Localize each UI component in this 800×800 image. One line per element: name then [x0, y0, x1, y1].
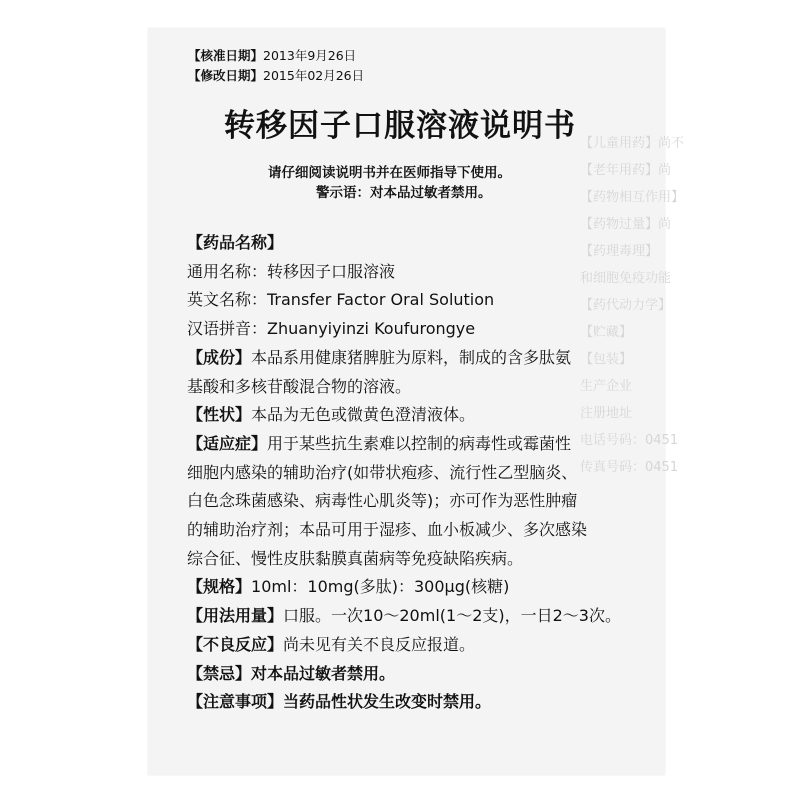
contraindication-header: 【禁忌】 [187, 663, 252, 683]
english-name: 英文名称：Transfer Factor Oral Solution [187, 290, 495, 310]
revision-date-row [188, 66, 364, 86]
character-header: 【性状】 [187, 405, 252, 425]
bleed-line: 【儿童用药】尚不 [580, 136, 685, 151]
bleed-line: 【贮藏】 [580, 325, 633, 340]
indications-text-cont: 白色念珠菌感染、病毒性心肌炎等)；亦可作为恶性肿瘤 [187, 491, 578, 511]
spec-text: 10ml：10mg(多肽)：300μg(核糖) [251, 577, 510, 597]
document-title: 转移因子口服溶液说明书 [224, 108, 576, 144]
bleed-line: 【药物相互作用】 [580, 190, 685, 205]
character-text: 本品为无色或微黄色澄清液体。 [251, 405, 476, 425]
character-section [187, 401, 632, 430]
adverse-header: 【不良反应】 [187, 634, 284, 654]
dates-block [188, 46, 364, 86]
indications-text-cont: 的辅助治疗剂；本品可用于湿疹、血小板减少、多次感染 [187, 520, 588, 540]
bleed-line: 电话号码：0451 [580, 433, 679, 448]
indications-text-cont: 综合征、慢性皮肤黏膜真菌病等免疫缺陷疾病。 [187, 548, 524, 568]
composition-header: 【成份】 [187, 347, 252, 367]
drug-name-header: 【药品名称】 [187, 233, 284, 252]
revision-date-value: 2015年02月26日 [263, 68, 365, 83]
usage-section [187, 602, 632, 631]
composition-text-cont: 基酸和多核苷酸混合物的溶液。 [187, 376, 412, 396]
generic-name: 通用名称：转移因子口服溶液 [187, 261, 396, 281]
composition-section [187, 344, 632, 373]
leaflet-body [187, 229, 632, 717]
contraindication-text: 对本品过敏者禁用。 [251, 663, 396, 683]
approval-date-label: 【核准日期】 [188, 48, 264, 63]
caution-section [187, 688, 632, 717]
indications-text-cont: 细胞内感染的辅助治疗(如带状疱疹、流行性乙型脑炎、 [187, 462, 578, 482]
revision-date-label: 【修改日期】 [188, 68, 264, 83]
notice-block [268, 163, 511, 203]
contraindication-section [187, 660, 632, 689]
bleed-line: 生产企业 [580, 379, 633, 394]
pinyin-name: 汉语拼音：Zhuanyiyinzi Koufurongye [187, 319, 476, 339]
approval-date-value: 2013年9月26日 [263, 48, 357, 63]
bleed-line: 【老年用药】尚 [580, 163, 672, 178]
bleed-line: 【药物过量】尚 [580, 217, 672, 232]
adverse-section [187, 631, 632, 660]
spec-section [187, 573, 632, 602]
bleed-line: 传真号码：0451 [580, 460, 679, 475]
notice-warning: 警示语：对本品过敏者禁用。 [316, 185, 492, 201]
composition-text: 本品系用健康猪脾脏为原料，制成的含多肽氨 [251, 347, 572, 367]
spec-header: 【规格】 [187, 577, 252, 597]
caution-text: 当药品性状发生改变时禁用。 [283, 692, 492, 712]
usage-header: 【用法用量】 [187, 606, 284, 626]
caution-header: 【注意事项】 [187, 692, 284, 712]
bleed-line: 【药理毒理】 [580, 244, 659, 259]
bleed-line: 【包装】 [580, 352, 633, 367]
usage-text: 口服。一次10～20ml(1～2支)，一日2～3次。 [283, 606, 621, 626]
indications-section [187, 430, 632, 459]
adverse-text: 尚未见有关不良反应报道。 [283, 634, 476, 654]
indications-header: 【适应症】 [187, 433, 268, 453]
notice-instruction: 请仔细阅读说明书并在医师指导下使用。 [268, 165, 511, 181]
approval-date-row [188, 46, 364, 66]
bleed-line: 【药代动力学】 [580, 298, 672, 313]
bleed-line: 注册地址 [580, 406, 633, 421]
indications-text: 用于某些抗生素难以控制的病毒性或霉菌性 [267, 433, 572, 453]
bleed-line: 和细胞免疫功能 [580, 271, 672, 286]
